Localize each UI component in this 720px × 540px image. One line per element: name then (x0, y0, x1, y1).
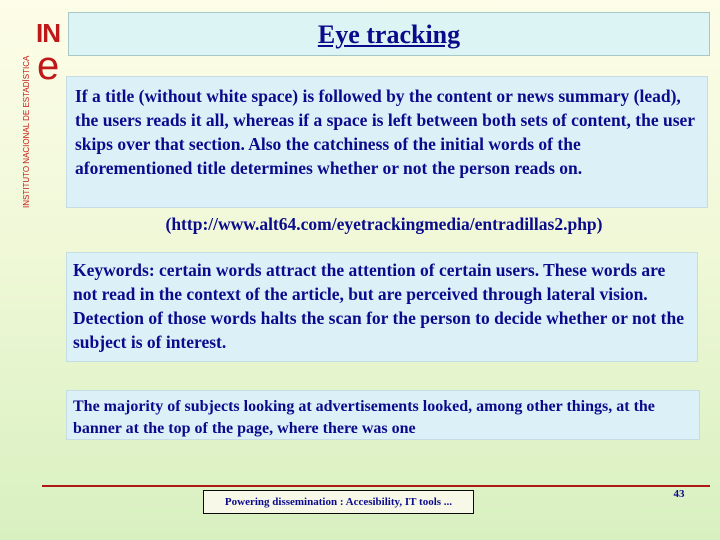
footer-rule (42, 485, 710, 487)
paragraph-keywords: Keywords: certain words attract the attention of certain users. These words are not read in the context of the article, but are perceived through lateral vision. Detection of those words halts the scan for the person to decide whether or not the subject is of interest. (73, 260, 684, 352)
logo-letters: IN (36, 18, 60, 48)
source-url: (http://www.alt64.com/eyetrackingmedia/entradillas2.php) (165, 214, 603, 234)
title-bar (68, 12, 710, 56)
paragraph-box-keywords (66, 252, 698, 362)
footer-label: Powering dissemination : Accesibility, IT tools ... (203, 490, 474, 514)
paragraph-advertisements: The majority of subjects looking at advertisements looked, among other things, at the banner at the top of the page, where there was one (73, 398, 655, 437)
ine-logo (22, 18, 70, 208)
slide-title: Eye tracking (317, 20, 461, 49)
paragraph-box-advertisements (66, 390, 700, 440)
paragraph-box-title-lead (66, 76, 708, 208)
logo-e-letter: e (37, 44, 60, 88)
paragraph-title-lead: If a title (without white space) is followed by the content or news summary (lead), the users reads it all, whereas if a space is left between both sets of content, the user skips over that section. Also the catchiness of the initial words of the aforementioned title determines whether or not the person reads on. (75, 86, 695, 178)
page-number: 43 (673, 488, 685, 500)
logo-institution-name: INSTITUTO NACIONAL DE ESTADÍSTICA (22, 55, 31, 208)
